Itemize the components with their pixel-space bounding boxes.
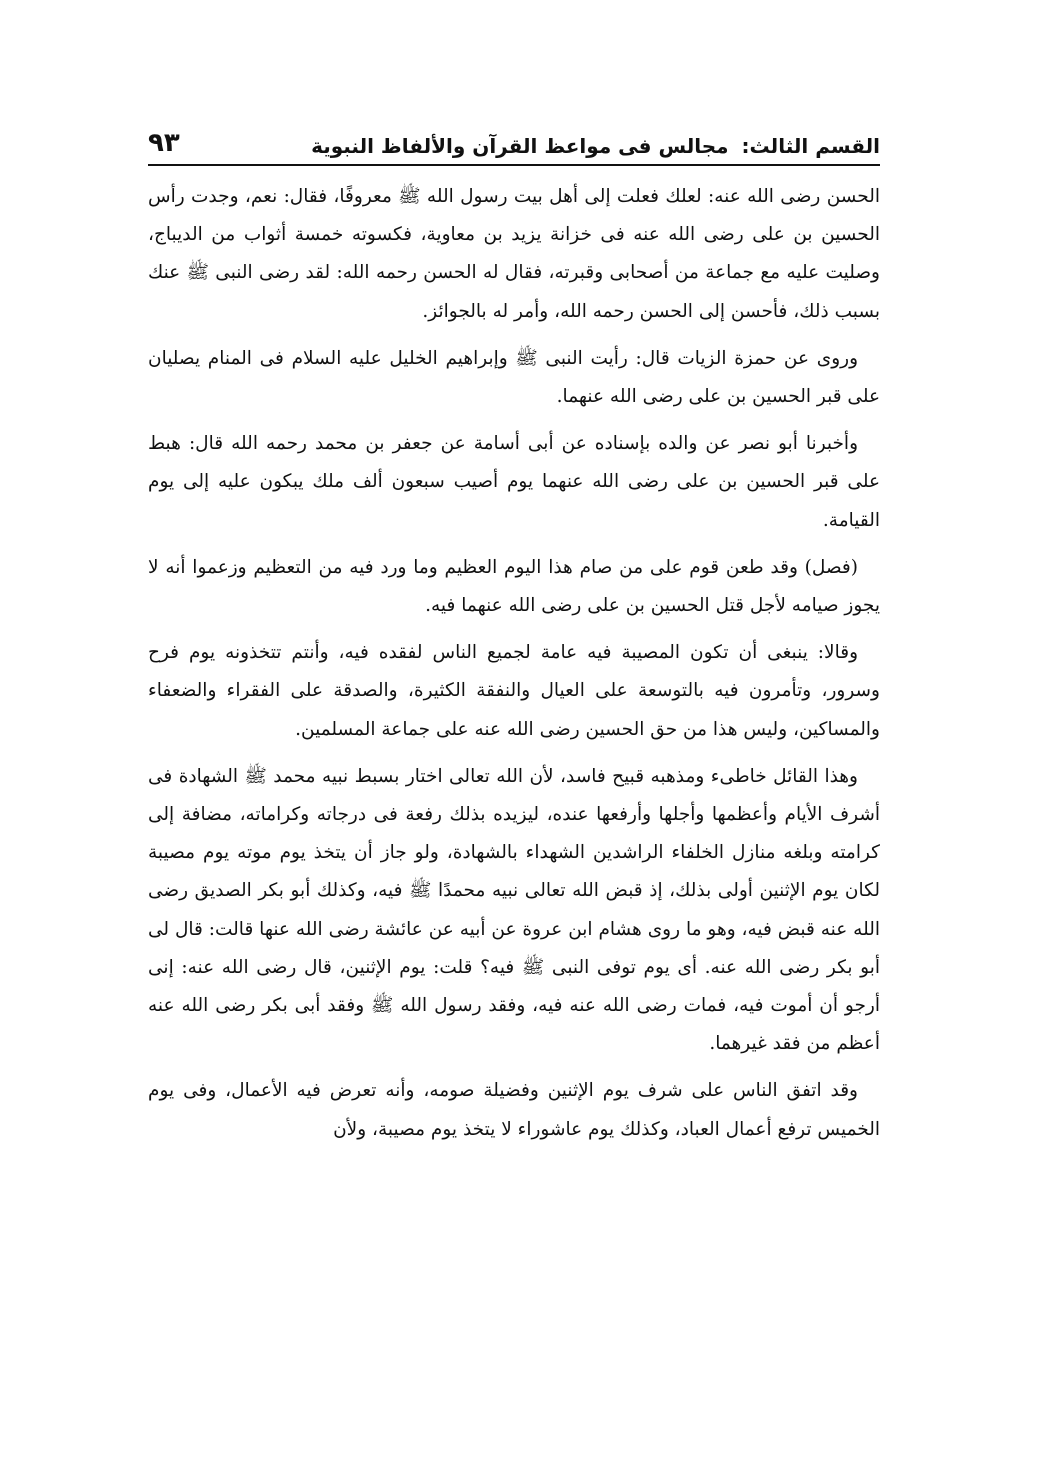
page-body: [148, 178, 880, 1338]
paragraph: وأخبرنا أبو نصر عن والده بإسناده عن أبى أسامة عن جعفر بن محمد رحمه الله قال: هبط على قبر الحسين بن على رضى الله عنهما يوم أصيب سبعون ألف ملك يبكون عليه إلى يوم القيامة.: [148, 433, 880, 531]
paragraph: الحسن رضى الله عنه: لعلك فعلت إلى أهل بيت رسول الله ﷺ معروفًا، فقال: نعم، وجدت رأس الحسين بن على رضى الله عنه فى خزانة يزيد بن معاوية، فكسوته خمسة أثواب من الديباج، وصليت عليه مع جماعة من أصحابى وقبرته، فقال له الحسن رحمه الله: لقد رضى النبى ﷺ عنك بسبب ذلك، فأحسن إلى الحسن رحمه الله، وأمر له بالجوائز.: [148, 186, 880, 322]
paragraph: وهذا القائل خاطىء ومذهبه قبيح فاسد، لأن الله تعالى اختار بسبط نبيه محمد ﷺ الشهادة فى أشرف الأيام وأعظمها وأجلها وأرفعها عنده، ليزيده بذلك رفعة فى درجاته وكراماته، مضافة إلى كرامته وبلغه منازل الخلفاء الراشدين الشهداء بالشهادة، ولو جاز أن يتخذ يوم موته يوم مصيبة لكان يوم الإثنين أولى بذلك، إذ قبض الله تعالى نبيه محمدًا ﷺ فيه، وكذلك أبو بكر الصديق رضى الله عنه قبض فيه، وهو ما روى هشام ابن عروة عن أبيه عن عائشة رضى الله عنها قالت: قال لى أبو بكر رضى الله عنه. أى يوم توفى النبى ﷺ فيه؟ قلت: يوم الإثنين، قال رضى الله عنه: إنى أرجو أن أموت فيه، فمات رضى الله عنه فيه، وفقد رسول الله ﷺ وفقد أبى بكر رضى الله عنه أعظم من فقد غيرهما.: [148, 765, 880, 1055]
paragraph: وقد اتفق الناس على شرف يوم الإثنين وفضيلة صومه، وأنه تعرض فيه الأعمال، وفى يوم الخميس ترفع أعمال العباد، وكذلك يوم عاشوراء لا يتخذ يوم مصيبة، ولأن: [148, 1080, 880, 1140]
running-header: [148, 118, 880, 166]
section-title: مجالس فى مواعظ القرآن والألفاظ النبوية: [311, 134, 729, 158]
header-title: [311, 134, 880, 158]
paragraph: وقالا: ينبغى أن تكون المصيبة فيه عامة لجميع الناس لفقده فيه، وأنتم تتخذونه يوم فرح وسرور، وتأمرون فيه بالتوسعة على العيال والنفقة الكثيرة، والصدقة على الفقراء والضعفاء والمساكين، وليس هذا من حق الحسين رضى الله عنه على جماعة المسلمين.: [148, 642, 880, 740]
paragraph: (فصل) وقد طعن قوم على من صام هذا اليوم العظيم وما ورد فيه من التعظيم وزعموا أنه لا يجوز صيامه لأجل قتل الحسين بن على رضى الله عنهما فيه.: [148, 556, 880, 617]
page-number: ٩٣: [148, 128, 180, 158]
paragraph: وروى عن حمزة الزيات قال: رأيت النبى ﷺ وإبراهيم الخليل عليه السلام فى المنام يصليان على قبر الحسين بن على رضى الله عنهما.: [148, 347, 880, 408]
section-label: القسم الثالث:: [741, 134, 880, 158]
